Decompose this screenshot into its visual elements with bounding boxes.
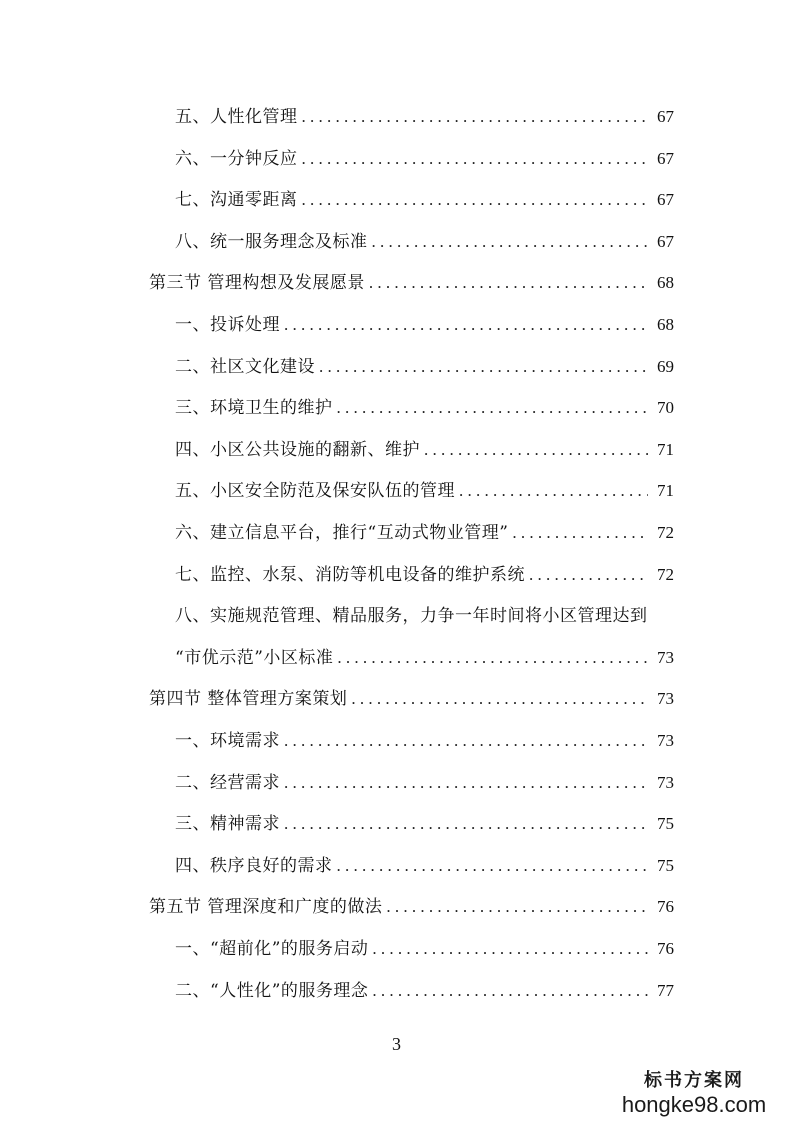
toc-dot-leader (372, 221, 649, 263)
toc-entry-label: 四、小区公共设施的翻新、维护 (175, 439, 420, 460)
toc-dot-leader (302, 96, 649, 138)
toc-entry-row (175, 595, 674, 637)
toc-page-number: 69 (657, 356, 674, 376)
toc-dot-leader (302, 138, 649, 180)
watermark-title: 标书方案网 (644, 1070, 744, 1091)
toc-dot-leader (459, 470, 648, 512)
toc-entry-label: 第三节 管理构想及发展愿景 (149, 273, 365, 294)
toc-entry-label: 三、环境卫生的维护 (175, 398, 333, 419)
toc-page-number: 72 (657, 564, 674, 584)
toc-entry-label: 三、精神需求 (175, 814, 280, 835)
toc-entry-row (175, 470, 674, 512)
toc-page-number: 67 (657, 190, 674, 210)
toc-dot-leader (529, 554, 648, 596)
toc-dot-leader (512, 512, 648, 554)
toc-entry-row (175, 720, 674, 762)
toc-section-row (149, 886, 674, 928)
toc-page-number: 73 (657, 772, 674, 792)
toc-entry-row (175, 429, 674, 471)
toc-page-number: 75 (657, 855, 674, 875)
toc-dot-leader (369, 262, 648, 304)
toc-dot-leader (372, 970, 648, 1012)
toc-dot-leader (284, 720, 648, 762)
toc-page-number: 67 (657, 107, 674, 126)
toc-dot-leader (284, 304, 648, 346)
toc-entry-label: 七、沟通零距离 (175, 190, 298, 211)
toc-page-number: 68 (657, 273, 674, 293)
toc-entry-row (175, 845, 674, 887)
toc-dot-leader (372, 928, 648, 970)
toc-entry-label: 二、“人性化”的服务理念 (175, 980, 369, 1001)
toc-entry-label: 二、经营需求 (175, 772, 280, 793)
toc-page-number: 75 (657, 814, 674, 834)
toc-page-number: 70 (657, 398, 674, 418)
toc-page-number: 76 (657, 897, 674, 917)
toc-page-number: 67 (657, 148, 674, 168)
toc-entry-label: 一、投诉处理 (175, 315, 280, 335)
toc-entry-row (175, 221, 674, 263)
toc-entry-row (175, 346, 674, 388)
toc-entry-row (175, 138, 674, 180)
toc-dot-leader (386, 886, 648, 928)
watermark-logo (609, 1070, 779, 1118)
toc-dot-leader (319, 346, 648, 388)
toc-entry-label: 五、人性化管理 (175, 107, 298, 127)
toc-entry-label: 八、实施规范管理、精品服务，力争一年时间将小区管理达到 (175, 606, 648, 627)
page-number: 3 (392, 1034, 401, 1054)
toc-section-row (149, 678, 674, 720)
toc-dot-leader (337, 845, 649, 887)
toc-entry-label: 二、社区文化建设 (175, 356, 315, 377)
toc-page-number: 68 (657, 315, 674, 334)
toc-entry-row (175, 928, 674, 970)
toc-entry-label: 八、统一服务理念及标准 (175, 231, 368, 252)
toc-entry-label: 七、监控、水泵、消防等机电设备的维护系统 (175, 564, 525, 585)
toc-entry-label: 六、建立信息平台，推行“互动式物业管理” (175, 523, 509, 543)
toc-entry-row (175, 970, 674, 1012)
toc-entry-label: 六、一分钟反应 (175, 148, 298, 169)
toc-page-number: 67 (657, 231, 674, 251)
toc-page-number: 71 (657, 439, 674, 459)
toc-dot-leader (284, 803, 648, 845)
toc-page-number: 77 (657, 980, 674, 1000)
toc-entry-label: 第四节 整体管理方案策划 (149, 689, 348, 710)
toc-page-number: 72 (657, 523, 674, 542)
toc-page-number: 76 (657, 939, 674, 958)
toc-entry-row (175, 96, 674, 138)
toc-entry-row (175, 179, 674, 221)
toc-entry-label: 第五节 管理深度和广度的做法 (149, 897, 383, 918)
toc-entry-row (175, 637, 674, 679)
toc-entry-label: 一、“超前化”的服务启动 (175, 939, 369, 959)
toc-dot-leader (337, 637, 648, 679)
toc-entry-row (175, 387, 674, 429)
toc-entry-row (175, 554, 674, 596)
toc-entry-row (175, 803, 674, 845)
toc-dot-leader (351, 678, 648, 720)
toc-entry-label: “市优示范”小区标准 (175, 647, 334, 668)
toc-page-number: 73 (657, 647, 674, 667)
toc-section-row (149, 262, 674, 304)
toc-dot-leader (284, 762, 648, 804)
toc-page-number: 73 (657, 689, 674, 709)
toc-dot-leader (424, 429, 648, 471)
toc-entry-row (175, 762, 674, 804)
watermark-url: hongke98.com (621, 1092, 767, 1117)
toc-entry-row (175, 512, 674, 554)
toc-page-number: 73 (657, 731, 674, 750)
toc-entry-label: 五、小区安全防范及保安队伍的管理 (175, 481, 455, 502)
toc-entry-row (175, 304, 674, 346)
toc-page-number: 71 (657, 481, 674, 501)
toc-entry-label: 一、环境需求 (175, 731, 280, 751)
toc-dot-leader (302, 179, 649, 221)
toc-entry-label: 四、秩序良好的需求 (175, 855, 333, 876)
toc-dot-leader (337, 387, 649, 429)
